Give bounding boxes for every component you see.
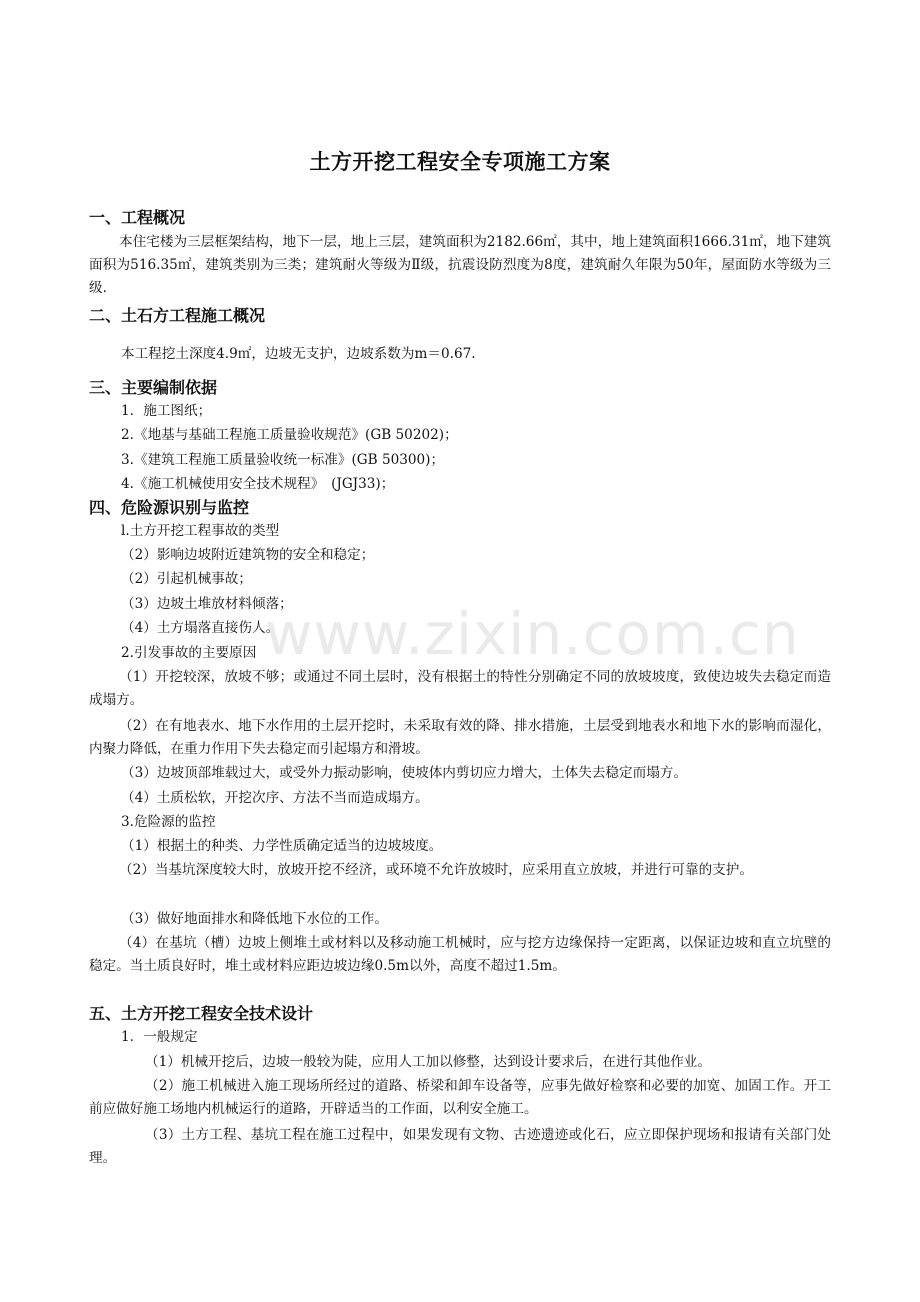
list-item: （1）根据土的种类、力学性质确定适当的边坡坡度。 [121,838,443,854]
list-item: （2）在有地表水、地下水作用的土层开挖时，未采取有效的降、排水措施，土层受到地表水和地下水的影响而湿化，内聚力降低，在重力作用下失去稳定而引起塌方和滑坡。 [89,718,831,757]
list-item: （3）土方工程、基坑工程在施工过程中，如果发现有文物、古迹遗迹或化石，应立即保护现场和报请有关部门处理。 [89,1127,831,1166]
list-item: （2）施工机械进入施工现场所经过的道路、桥梁和卸车设备等，应事先做好检察和必要的加宽、加固工作。开工前应做好施工场地内机械运行的道路，开辟适当的工作面，以利安全施工。 [89,1078,831,1117]
list-item: （2）引起机械事故； [121,571,252,587]
section-5-heading: 五、土方开挖工程安全技术设计 [89,1004,314,1023]
section-1-heading: 一、工程概况 [89,208,186,227]
basis-item: 1．施工图纸； [121,403,212,419]
watermark: www.zixin.com.cn [265,600,800,668]
section-2-paragraph: 本工程挖土深度4.9㎡，边坡无支护，边坡系数为m＝0.67. [121,346,476,362]
list-item: （3）做好地面排水和降低地下水位的工作。 [121,911,388,927]
list-item: （4）在基坑（槽）边坡上侧堆土或材料以及移动施工机械时，应与挖方边缘保持一定距离，以保证边坡和直立坑壁的稳定。当土质良好时，堆土或材料应距边坡边缘0.5m以外，高度不超过1.5m。 [89,935,831,974]
subsection-heading: 3.危险源的监控 [121,814,216,830]
list-item: （4）土方塌落直接伤人。 [121,620,280,636]
basis-item: 4.《施工机械使用安全技术规程》 (JGJ33)； [121,476,395,492]
section-4-heading: 四、危险源识别与监控 [89,498,250,517]
subsection-heading: l.土方开挖工程事故的类型 [121,523,280,539]
section-3-heading: 三、主要编制依据 [89,378,218,397]
list-item: （1）开挖较深，放坡不够；或通过不同土层时，没有根据土的特性分别确定不同的放坡坡度，致使边坡失去稳定而造成塌方。 [89,669,831,708]
subsection-heading: 1．一般规定 [121,1029,198,1045]
document-title: 土方开挖工程安全专项施工方案 [309,150,611,174]
list-item: （4）土质松软，开挖次序、方法不当而造成塌方。 [121,790,429,806]
section-1-paragraph: 本住宅楼为三层框架结构，地下一层，地上三层，建筑面积为2182.66㎡，其中，地上建筑面积1666.31㎡，地下建筑面积为516.35㎡，建筑类别为三类；建筑耐火等级为Ⅱ级，抗震设防烈度为8度，建筑耐久年限为50年，屋面防水等级为三级. [89,234,831,296]
list-item: （3）边坡土堆放材料倾落； [121,596,293,612]
subsection-heading: 2.引发事故的主要原因 [121,645,257,661]
list-item: （3）边坡顶部堆载过大，或受外力振动影响，使坡体内剪切应力增大，土体失去稳定而塌方。 [121,765,687,781]
section-2-heading: 二、土石方工程施工概况 [89,306,266,325]
list-item: （2）当基坑深度较大时，放坡开挖不经济，或环境不允许放坡时，应采用直立放坡，并进行可靠的支护。 [119,862,753,878]
basis-item: 2.《地基与基础工程施工质量验收规范》(GB 50202)； [121,427,458,443]
list-item: （2）影响边坡附近建筑物的安全和稳定； [121,547,375,563]
basis-item: 3.《建筑工程施工质量验收统一标准》(GB 50300)； [121,452,445,468]
list-item: （1）机械开挖后，边坡一般较为陡，应用人工加以修整，达到设计要求后，在进行其他作业。 [145,1054,711,1070]
